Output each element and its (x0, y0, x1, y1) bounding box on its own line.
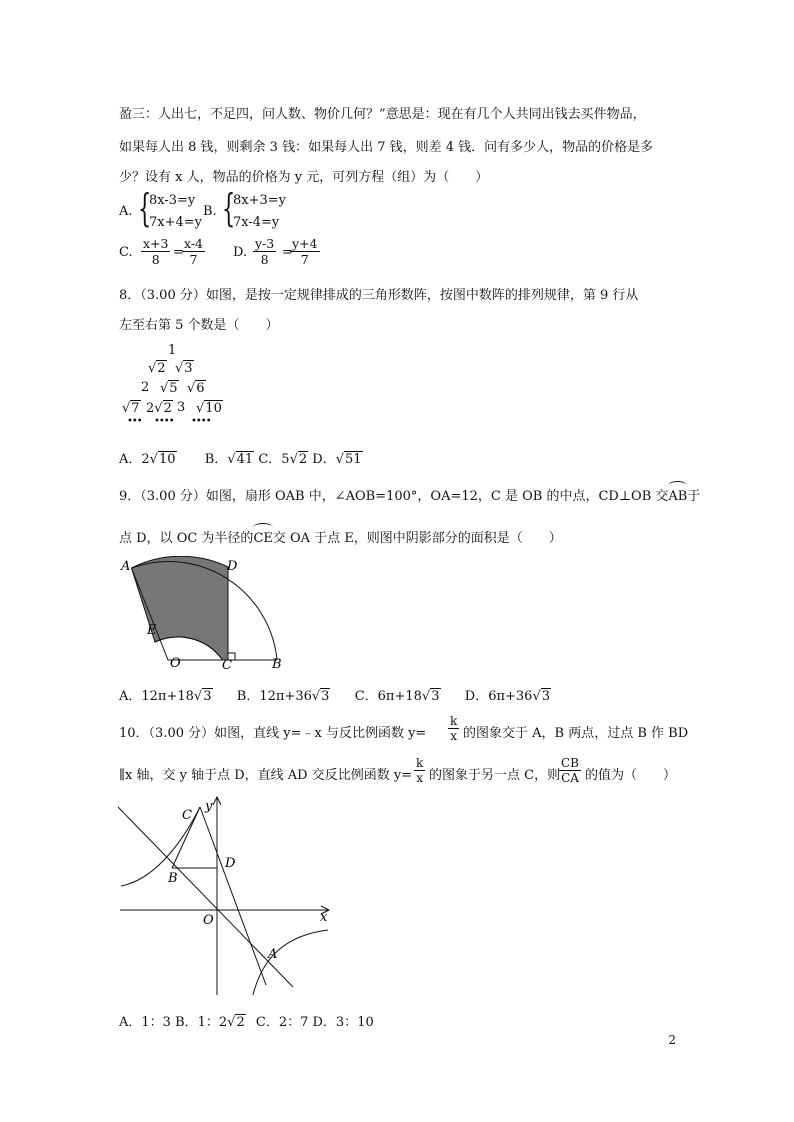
shaded-region (132, 556, 229, 660)
sector-figure (118, 556, 288, 671)
q9-option-b: B．12π+36√3 (236, 689, 330, 704)
q7-line-3: 少？设有 x 人，物品的价格为 y 元，可列方程（组）为（ ） (119, 170, 489, 185)
q8-options (119, 448, 363, 467)
coordinate-figure (118, 795, 340, 1000)
q8-line-1: 8．（3.00 分）如图，是按一定规律排成的三角形数阵，按图中数阵的排列规律，第 9 行从 (119, 288, 639, 303)
q10-options: A．1：3 B．1：2√2 C．2：7 D．3：10 (119, 1015, 374, 1030)
label-x: x (320, 910, 328, 925)
line-ad (200, 807, 266, 985)
label-a: A (268, 947, 278, 962)
q7-line-1: 盈三：人出七，不足四，问人数、物价几何？”意思是：现在有几个人共同出钱去买件物品， (119, 107, 646, 122)
label-y: y (205, 799, 213, 814)
label-d: D (227, 559, 238, 574)
q9-line-1: 9．（3.00 分）如图，扇形 OAB 中，∠AOB=100°，OA=12，C 是 OB 的中点，CD⊥OB 交 AB于 (119, 485, 700, 504)
q8-option-b: B．√41 (204, 452, 254, 467)
q9-option-c: C．6π+18√3 (354, 689, 440, 704)
q9-option-d: D．6π+36√3 (464, 689, 551, 704)
label-b: B (272, 657, 282, 671)
line-y-neg-x (118, 807, 293, 987)
q9-option-a: A．12π+18√3 (119, 689, 212, 704)
q7-line-2: 如果每人出 8 钱，则剩余 3 钱：如果每人出 7 钱，则差 4 钱．问有多少人，物品的价格是多 (119, 140, 654, 155)
label-o: O (170, 656, 181, 671)
hyperbola-branch-right (253, 930, 328, 995)
label-d: D (225, 856, 236, 871)
label-a: A (121, 559, 131, 574)
q8-option-c: C．5√2 (258, 452, 308, 467)
q8-option-a: A．2√10 (119, 452, 176, 467)
label-c: C (222, 658, 232, 671)
page-number: 2 (668, 1033, 676, 1047)
label-e: E (147, 623, 157, 638)
label-o: O (203, 913, 214, 928)
q9-line-2: 点 D，以 OC 为半径的 CE交 OA 于点 E，则图中阴影部分的面积是（ ） (119, 527, 562, 546)
label-c: C (182, 808, 192, 823)
q9-options (119, 685, 551, 704)
q8-option-d: D．√51 (312, 452, 362, 467)
q8-line-2: 左至右第 5 个数是（ ） (119, 318, 279, 333)
label-b: B (168, 871, 178, 886)
